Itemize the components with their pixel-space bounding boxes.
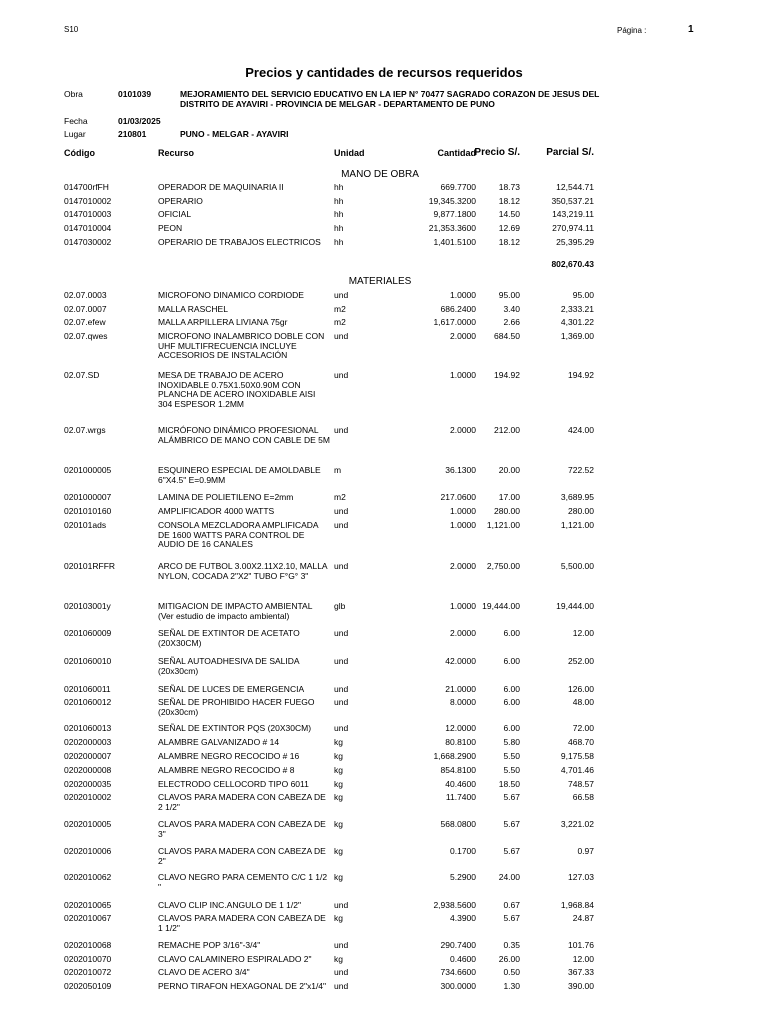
resource-quantity: 686.2400 xyxy=(440,304,476,314)
resource-description: CLAVOS PARA MADERA CON CABEZA DE 2" xyxy=(158,846,326,866)
resource-price: 19,444.00 xyxy=(482,601,520,611)
resource-quantity: 36.1300 xyxy=(445,465,476,475)
resource-partial: 12,544.71 xyxy=(556,182,594,192)
resource-description: ALAMBRE NEGRO RECOCIDO # 16 xyxy=(158,751,300,761)
resource-partial: 748.57 xyxy=(568,779,594,789)
resource-unit: und xyxy=(334,561,349,571)
resource-description: ALAMBRE NEGRO RECOCIDO # 8 xyxy=(158,765,295,775)
column-header-precio: Precio S/. xyxy=(474,147,520,158)
resource-description: MESA DE TRABAJO DE ACERO INOXIDABLE 0.75X1.50X0.90M CON PLANCHA DE ACERO INOXIDABLE AISI 304 ESPESOR 1.2MM xyxy=(158,370,316,409)
resource-unit: und xyxy=(334,506,349,516)
resource-partial: 101.76 xyxy=(568,940,594,950)
fecha-value: 01/03/2025 xyxy=(118,116,161,126)
resource-partial: 12.00 xyxy=(572,628,594,638)
resource-description: AMPLIFICADOR 4000 WATTS xyxy=(158,506,275,516)
resource-price: 5.50 xyxy=(503,751,520,761)
resource-price: 0.50 xyxy=(503,967,520,977)
resource-unit: kg xyxy=(334,954,343,964)
resource-code: 0147010003 xyxy=(64,209,112,219)
resource-description: CLAVO DE ACERO 3/4" xyxy=(158,967,250,977)
resource-price: 2,750.00 xyxy=(486,561,520,571)
resource-partial: 2,333.21 xyxy=(560,304,594,314)
resource-description: ELECTRODO CELLOCORD TIPO 6011 xyxy=(158,779,309,789)
obra-label: Obra xyxy=(64,89,83,99)
resource-quantity: 9,877.1800 xyxy=(433,209,476,219)
resource-quantity: 568.0800 xyxy=(440,819,476,829)
resource-partial: 1,121.00 xyxy=(560,520,594,530)
resource-quantity: 0.1700 xyxy=(450,846,476,856)
resource-unit: kg xyxy=(334,819,343,829)
resource-unit: hh xyxy=(334,182,344,192)
resource-partial: 12.00 xyxy=(572,954,594,964)
resource-quantity: 12.0000 xyxy=(445,723,476,733)
resource-partial: 252.00 xyxy=(568,656,594,666)
resource-code: 0202010065 xyxy=(64,900,112,910)
resource-quantity: 669.7700 xyxy=(440,182,476,192)
resource-description: ARCO DE FUTBOL 3.00X2.11X2.10, MALLA NYLON, COCADA 2"X2" TUBO F°G° 3" xyxy=(158,561,328,581)
lugar-code: 210801 xyxy=(118,129,147,139)
resource-partial: 24.87 xyxy=(572,913,594,923)
resource-unit: und xyxy=(334,684,349,694)
column-header-recurso: Recurso xyxy=(158,148,195,158)
resource-code: 0147030002 xyxy=(64,237,112,247)
resource-partial: 3,221.02 xyxy=(560,819,594,829)
resource-unit: kg xyxy=(334,765,343,775)
resource-quantity: 1,617.0000 xyxy=(433,317,476,327)
resource-partial: 270,974.11 xyxy=(552,223,594,233)
resource-quantity: 0.4600 xyxy=(450,954,476,964)
resource-code: 0202010005 xyxy=(64,819,112,829)
resource-code: 020101ads xyxy=(64,520,107,530)
resource-price: 6.00 xyxy=(503,628,520,638)
resource-unit: kg xyxy=(334,872,343,882)
resource-code: 0202010068 xyxy=(64,940,112,950)
resource-code: 02.07.qwes xyxy=(64,331,108,341)
resource-description: MALLA ARPILLERA LIVIANA 75gr xyxy=(158,317,288,327)
resource-price: 18.73 xyxy=(498,182,520,192)
resource-price: 3.40 xyxy=(503,304,520,314)
resource-price: 6.00 xyxy=(503,684,520,694)
resource-quantity: 2.0000 xyxy=(450,628,476,638)
resource-quantity: 290.7400 xyxy=(440,940,476,950)
resource-unit: kg xyxy=(334,779,343,789)
obra-code: 0101039 xyxy=(118,89,152,99)
resource-description: MITIGACION DE IMPACTO AMBIENTAL (Ver estudio de impacto ambiental) xyxy=(158,601,313,621)
resource-price: 5.67 xyxy=(503,792,520,802)
resource-code: 020101RFFR xyxy=(64,561,116,571)
resource-partial: 5,500.00 xyxy=(560,561,594,571)
resource-code: 0201060010 xyxy=(64,656,112,666)
resource-quantity: 1,668.2900 xyxy=(433,751,476,761)
resource-quantity: 19,345.3200 xyxy=(428,196,476,206)
resource-code: 0201010160 xyxy=(64,506,112,516)
resource-unit: und xyxy=(334,425,349,435)
resource-partial: 1,369.00 xyxy=(560,331,594,341)
resource-description: SEÑAL AUTOADHESIVA DE SALIDA (20x30cm) xyxy=(158,656,300,676)
resource-code: 0202050109 xyxy=(64,981,112,991)
resource-partial: 4,701.46 xyxy=(560,765,594,775)
resource-unit: kg xyxy=(334,846,343,856)
resource-unit: und xyxy=(334,900,349,910)
resource-partial: 424.00 xyxy=(568,425,594,435)
resource-unit: hh xyxy=(334,223,344,233)
resource-partial: 25,395.29 xyxy=(556,237,594,247)
resource-description: REMACHE POP 3/16"-3/4" xyxy=(158,940,261,950)
resource-quantity: 2,938.5600 xyxy=(433,900,476,910)
resource-quantity: 8.0000 xyxy=(450,697,476,707)
resource-code: 0202000003 xyxy=(64,737,112,747)
resource-code: 0202010002 xyxy=(64,792,112,802)
resource-description: CLAVO NEGRO PARA CEMENTO C/C 1 1/2 " xyxy=(158,872,328,892)
resource-description: MICRÓFONO DINÁMICO PROFESIONAL ALÁMBRICO DE MANO CON CABLE DE 5M xyxy=(158,425,330,445)
resource-code: 02.07.SD xyxy=(64,370,100,380)
resource-quantity: 2.0000 xyxy=(450,425,476,435)
resource-description: SEÑAL DE EXTINTOR PQS (20X30CM) xyxy=(158,723,312,733)
resource-description: PERNO TIRAFON HEXAGONAL DE 2"x1/4" xyxy=(158,981,327,991)
resource-quantity: 1.0000 xyxy=(450,506,476,516)
resource-description: SEÑAL DE PROHIBIDO HACER FUEGO (20x30cm) xyxy=(158,697,315,717)
resource-partial: 127.03 xyxy=(568,872,594,882)
resource-quantity: 217.0600 xyxy=(440,492,476,502)
resource-code: 0202000035 xyxy=(64,779,112,789)
resource-partial: 350,537.21 xyxy=(551,196,594,206)
resource-partial: 143,219.11 xyxy=(552,209,594,219)
resource-description: MALLA RASCHEL xyxy=(158,304,228,314)
resource-quantity: 40.4600 xyxy=(445,779,476,789)
resource-quantity: 11.7400 xyxy=(445,792,476,802)
resource-price: 5.67 xyxy=(503,846,520,856)
resource-partial: 19,444.00 xyxy=(556,601,594,611)
resource-unit: und xyxy=(334,628,349,638)
report-title: Precios y cantidades de recursos requeridos xyxy=(245,65,523,80)
resource-description: CLAVOS PARA MADERA CON CABEZA DE 1 1/2" xyxy=(158,913,326,933)
resource-unit: und xyxy=(334,723,349,733)
resource-price: 5.67 xyxy=(503,913,520,923)
resource-code: 0147010004 xyxy=(64,223,112,233)
resource-price: 212.00 xyxy=(494,425,520,435)
resource-unit: kg xyxy=(334,913,343,923)
resource-quantity: 21.0000 xyxy=(445,684,476,694)
resource-code: 0201060011 xyxy=(64,684,111,694)
resource-partial: 1,968.84 xyxy=(560,900,594,910)
page-label: Página : xyxy=(617,26,647,35)
resource-quantity: 80.8100 xyxy=(445,737,476,747)
resource-unit: und xyxy=(334,656,349,666)
resource-unit: und xyxy=(334,331,349,341)
resource-unit: hh xyxy=(334,237,344,247)
resource-price: 280.00 xyxy=(494,506,520,516)
resource-price: 1.30 xyxy=(503,981,520,991)
resource-price: 6.00 xyxy=(503,656,520,666)
resource-price: 0.35 xyxy=(503,940,520,950)
resource-quantity: 1.0000 xyxy=(450,290,476,300)
resource-price: 684.50 xyxy=(494,331,520,341)
resource-code: 0202010067 xyxy=(64,913,112,923)
resource-quantity: 5.2900 xyxy=(450,872,476,882)
resource-quantity: 2.0000 xyxy=(450,561,476,571)
mano-de-obra-subtotal: 802,670.43 xyxy=(551,259,594,269)
resource-unit: m2 xyxy=(334,317,346,327)
column-header-unidad: Unidad xyxy=(334,148,365,158)
resource-code: 0147010002 xyxy=(64,196,112,206)
resource-price: 26.00 xyxy=(498,954,520,964)
resource-description: MICROFONO INALAMBRICO DOBLE CON UHF MULTIFRECUENCIA INCLUYE ACCESORIOS DE INSTALACIÓN xyxy=(158,331,325,360)
obra-description-line2: DISTRITO DE AYAVIRI - PROVINCIA DE MELGAR - DEPARTAMENTO DE PUNO xyxy=(180,99,495,109)
fecha-label: Fecha xyxy=(64,116,88,126)
resource-unit: und xyxy=(334,370,349,380)
resource-unit: m2 xyxy=(334,304,346,314)
resource-price: 6.00 xyxy=(503,723,520,733)
resource-code: 014700rfFH xyxy=(64,182,109,192)
lugar-description: PUNO - MELGAR - AYAVIRI xyxy=(180,129,289,139)
resource-code: 020103001y xyxy=(64,601,111,611)
resource-unit: und xyxy=(334,697,349,707)
resource-partial: 194.92 xyxy=(568,370,594,380)
resource-partial: 280.00 xyxy=(568,506,594,516)
resource-code: 02.07.wrgs xyxy=(64,425,106,435)
resource-quantity: 1.0000 xyxy=(450,520,476,530)
resource-quantity: 4.3900 xyxy=(450,913,476,923)
resource-quantity: 21,353.3600 xyxy=(428,223,476,233)
resource-partial: 4,301.22 xyxy=(560,317,594,327)
resource-unit: und xyxy=(334,967,349,977)
resource-unit: m xyxy=(334,465,342,475)
resource-code: 0202000008 xyxy=(64,765,112,775)
resource-price: 5.67 xyxy=(503,819,520,829)
lugar-label: Lugar xyxy=(64,129,86,139)
resource-code: 0201000005 xyxy=(64,465,112,475)
resource-price: 18.12 xyxy=(498,196,520,206)
resource-price: 12.69 xyxy=(498,223,520,233)
resource-unit: hh xyxy=(334,209,344,219)
resource-price: 18.12 xyxy=(498,237,520,247)
resource-partial: 95.00 xyxy=(572,290,594,300)
resource-code: 0202000007 xyxy=(64,751,112,761)
resource-code: 02.07.efew xyxy=(64,317,106,327)
resource-price: 14.50 xyxy=(498,209,520,219)
resource-unit: und xyxy=(334,940,349,950)
resource-quantity: 1.0000 xyxy=(450,370,476,380)
resource-partial: 48.00 xyxy=(572,697,594,707)
resource-description: PEON xyxy=(158,223,183,233)
page-number: 1 xyxy=(688,24,694,35)
resource-partial: 468.70 xyxy=(568,737,594,747)
resource-price: 194.92 xyxy=(494,370,520,380)
resource-quantity: 1,401.5100 xyxy=(433,237,476,247)
resource-description: ESQUINERO ESPECIAL DE AMOLDABLE 6"X4.5" E=0.9MM xyxy=(158,465,321,485)
resource-price: 5.50 xyxy=(503,765,520,775)
resource-description: OPERARIO xyxy=(158,196,203,206)
resource-unit: und xyxy=(334,290,349,300)
resource-code: 0201060013 xyxy=(64,723,112,733)
resource-description: CLAVO CLIP INC.ANGULO DE 1 1/2" xyxy=(158,900,302,910)
resource-partial: 367.33 xyxy=(568,967,594,977)
resource-partial: 9,175.58 xyxy=(560,751,594,761)
column-header-cantidad: Cantidad xyxy=(437,148,476,158)
resource-description: OPERADOR DE MAQUINARIA II xyxy=(158,182,284,192)
resource-unit: kg xyxy=(334,737,343,747)
resource-price: 1,121.00 xyxy=(486,520,520,530)
column-header-parcial: Parcial S/. xyxy=(546,147,594,158)
resource-partial: 66.58 xyxy=(572,792,594,802)
resource-partial: 390.00 xyxy=(568,981,594,991)
resource-unit: m2 xyxy=(334,492,346,502)
resource-unit: kg xyxy=(334,792,343,802)
resource-partial: 126.00 xyxy=(568,684,594,694)
resource-price: 20.00 xyxy=(498,465,520,475)
resource-description: OPERARIO DE TRABAJOS ELECTRICOS xyxy=(158,237,321,247)
resource-quantity: 300.0000 xyxy=(440,981,476,991)
resource-price: 6.00 xyxy=(503,697,520,707)
resource-code: 02.07.0007 xyxy=(64,304,107,314)
resource-price: 17.00 xyxy=(498,492,520,502)
resource-code: 0201000007 xyxy=(64,492,112,502)
resource-price: 24.00 xyxy=(498,872,520,882)
resource-partial: 3,689.95 xyxy=(560,492,594,502)
section-title-mano-de-obra: MANO DE OBRA xyxy=(341,169,419,180)
resource-description: LAMINA DE POLIETILENO E=2mm xyxy=(158,492,294,502)
resource-price: 0.67 xyxy=(503,900,520,910)
resource-unit: glb xyxy=(334,601,346,611)
resource-code: 0201060012 xyxy=(64,697,112,707)
resource-description: CLAVO CALAMINERO ESPIRALADO 2" xyxy=(158,954,312,964)
resource-description: CLAVOS PARA MADERA CON CABEZA DE 3" xyxy=(158,819,326,839)
obra-description-line1: MEJORAMIENTO DEL SERVICIO EDUCATIVO EN LA IEP N° 70477 SAGRADO CORAZON DE JESUS DEL xyxy=(180,89,600,99)
resource-description: SEÑAL DE LUCES DE EMERGENCIA xyxy=(158,684,305,694)
resource-code: 0201060009 xyxy=(64,628,112,638)
resource-unit: hh xyxy=(334,196,344,206)
resource-price: 2.66 xyxy=(503,317,520,327)
column-header-codigo: Código xyxy=(64,148,95,158)
resource-code: 0202010062 xyxy=(64,872,112,882)
section-title-materiales: MATERIALES xyxy=(348,276,412,287)
resource-unit: kg xyxy=(334,751,343,761)
resource-unit: und xyxy=(334,981,349,991)
resource-price: 95.00 xyxy=(498,290,520,300)
resource-partial: 72.00 xyxy=(572,723,594,733)
resource-description: CLAVOS PARA MADERA CON CABEZA DE 2 1/2" xyxy=(158,792,326,812)
resource-quantity: 1.0000 xyxy=(450,601,476,611)
resource-quantity: 854.8100 xyxy=(440,765,476,775)
resource-quantity: 42.0000 xyxy=(445,656,476,666)
resource-quantity: 2.0000 xyxy=(450,331,476,341)
resource-unit: und xyxy=(334,520,349,530)
resource-description: ALAMBRE GALVANIZADO # 14 xyxy=(158,737,280,747)
report-code: S10 xyxy=(64,25,79,34)
resource-code: 0202010006 xyxy=(64,846,112,856)
resource-code: 0202010072 xyxy=(64,967,112,977)
resource-code: 0202010070 xyxy=(64,954,112,964)
resource-description: CONSOLA MEZCLADORA AMPLIFICADA DE 1600 WATTS PARA CONTROL DE AUDIO DE 16 CANALES xyxy=(158,520,319,549)
resource-quantity: 734.6600 xyxy=(440,967,476,977)
resource-price: 18.50 xyxy=(498,779,520,789)
resource-price: 5.80 xyxy=(503,737,520,747)
resource-description: SEÑAL DE EXTINTOR DE ACETATO (20X30CM) xyxy=(158,628,300,648)
resource-partial: 0.97 xyxy=(577,846,594,856)
resource-description: MICROFONO DINAMICO CORDIODE xyxy=(158,290,304,300)
resource-partial: 722.52 xyxy=(568,465,594,475)
resource-code: 02.07.0003 xyxy=(64,290,107,300)
resource-description: OFICIAL xyxy=(158,209,192,219)
